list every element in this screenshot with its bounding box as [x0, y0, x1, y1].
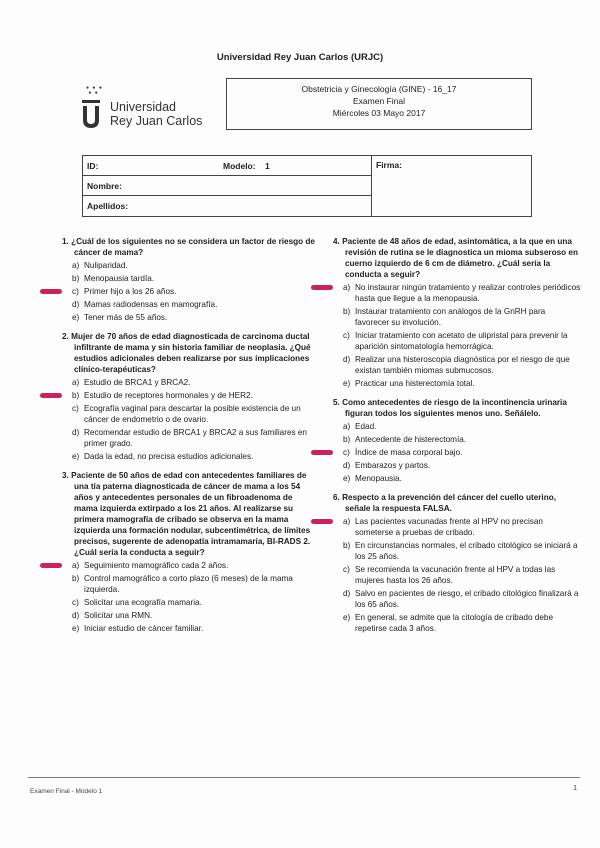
answer-option — [333, 473, 581, 484]
question — [333, 397, 581, 484]
option-letter: e) — [72, 624, 80, 633]
option-text: Instaurar tratamiento con análogos de la GnRH para favorecer su involución. — [355, 307, 546, 327]
question-stem — [62, 470, 317, 558]
option-text: Embarazos y partos. — [355, 461, 431, 470]
answer-option — [333, 460, 581, 471]
question — [62, 470, 317, 634]
option-letter: a) — [343, 422, 351, 431]
question-number: 1. — [62, 237, 69, 246]
question-stem — [62, 331, 317, 375]
model-label: Modelo: 1 — [223, 161, 270, 171]
option-text: No instaurar ningún tratamiento y realizar controles periódicos hasta que llegue a la menopausia. — [355, 283, 581, 303]
option-letter: c) — [72, 404, 79, 413]
option-text: Control mamográfico a corto plazo (6 meses) de la mama izquierda. — [84, 574, 293, 594]
question — [333, 492, 581, 634]
id-row — [83, 156, 371, 176]
option-text: Antecedente de histerectomía. — [355, 435, 467, 444]
option-letter: d) — [72, 300, 80, 309]
option-letter: c) — [343, 565, 350, 574]
option-text: Practicar una histerectomía total. — [355, 379, 475, 388]
option-letter: d) — [72, 611, 80, 620]
footer-divider — [28, 777, 580, 778]
logo-line2: Rey Juan Carlos — [110, 114, 203, 128]
option-text: Se recomienda la vacunación frente al HPV a todas las mujeres hasta los 26 años. — [355, 565, 556, 585]
option-text: Dada la edad, no precisa estudios adicionales. — [84, 452, 254, 461]
answer-mark-icon — [40, 393, 62, 398]
option-letter: d) — [343, 461, 351, 470]
university-logo — [80, 86, 210, 136]
answer-option — [62, 597, 317, 608]
option-letter: b) — [72, 574, 80, 583]
option-letter: a) — [72, 378, 80, 387]
option-text: Solicitar una RMN. — [84, 611, 153, 620]
logo-text — [110, 100, 202, 128]
question-stem — [333, 492, 581, 514]
option-letter: d) — [72, 428, 80, 437]
question-stem — [333, 236, 581, 280]
option-letter: a) — [72, 261, 80, 270]
option-letter: c) — [72, 598, 79, 607]
answer-option — [62, 377, 317, 388]
option-text: En circunstancias normales, el cribado citológico se iniciará a los 25 años. — [355, 541, 578, 561]
answer-mark-icon — [311, 519, 333, 524]
answer-option — [62, 573, 317, 595]
option-letter: b) — [72, 391, 80, 400]
course-name: Obstetricia y Ginecología (GINE) - 16_17 — [301, 84, 457, 94]
answer-option — [62, 427, 317, 449]
option-letter: b) — [72, 274, 80, 283]
question — [62, 236, 317, 323]
firma-field: Firma: — [371, 156, 531, 216]
answer-option — [62, 403, 317, 425]
answer-option — [333, 306, 581, 328]
question-stem — [62, 236, 317, 258]
answer-option — [333, 421, 581, 432]
answer-mark-icon — [311, 285, 333, 290]
question-text: Paciente de 50 años de edad con antecedentes familiares de una tía paterna diagnosticada de cáncer de mama a los 54 años y antecedentes personales de un fibroadenoma de mama izquierda extirpado a los 21 años. Al realizarse su primera mamografía de cribado se observa en la mama izquierda una formación nodular, subcentimétrica, de límites precisos, sugerente de adenopatía intramamaria, BI-RADS 2. ¿Cuál sería la conducta a seguir? — [71, 471, 311, 557]
option-letter: b) — [343, 541, 351, 550]
answer-mark-icon — [40, 289, 62, 294]
question-text: Como antecedentes de riesgo de la incontinencia urinaria figuran todos los siguientes menos uno. Señálelo. — [342, 398, 567, 418]
student-id-box — [82, 155, 532, 217]
option-text: Iniciar estudio de cáncer familiar. — [84, 624, 204, 633]
option-text: Las pacientes vacunadas frente al HPV no precisan someterse a pruebas de cribado. — [355, 517, 543, 537]
option-letter: a) — [343, 283, 351, 292]
option-text: Índice de masa corporal bajo. — [355, 448, 463, 457]
answer-option — [62, 286, 317, 297]
exam-date: Miércoles 03 Mayo 2017 — [332, 108, 426, 118]
logo-u-icon — [80, 94, 102, 130]
answer-mark-icon — [40, 563, 62, 568]
option-letter: a) — [343, 517, 351, 526]
answer-option — [333, 330, 581, 352]
option-letter: e) — [343, 613, 351, 622]
answer-option — [62, 299, 317, 310]
option-text: Estudio de receptores hormonales y de HER2. — [84, 391, 253, 400]
option-text: Menopausia tardía. — [84, 274, 155, 283]
option-text: Estudio de BRCA1 y BRCA2. — [84, 378, 191, 387]
apellidos-row: Apellidos: — [87, 201, 129, 211]
option-letter: e) — [343, 379, 351, 388]
answer-option — [333, 588, 581, 610]
question — [333, 236, 581, 389]
id-label: ID: — [87, 161, 99, 171]
question-text: ¿Cuál de los siguientes no se considera un factor de riesgo de cáncer de mama? — [71, 237, 315, 257]
option-letter: c) — [72, 287, 79, 296]
option-text: Seguimiento mamográfico cada 2 años. — [84, 561, 229, 570]
option-letter: a) — [72, 561, 80, 570]
exam-header-box — [226, 78, 532, 130]
question-number: 5. — [333, 398, 340, 407]
answer-option — [62, 610, 317, 621]
questions-right-column — [333, 236, 581, 642]
option-text: Realizar una histeroscopia diagnóstica por el riesgo de que existan también miomas submucosos. — [355, 355, 570, 375]
option-letter: c) — [343, 448, 350, 457]
question-number: 3. — [62, 471, 69, 480]
question-number: 6. — [333, 493, 340, 502]
option-letter: b) — [343, 307, 351, 316]
answer-option — [333, 612, 581, 634]
option-text: Tener más de 55 años. — [84, 313, 168, 322]
question-number: 2. — [62, 332, 69, 341]
exam-name: Examen Final — [353, 96, 405, 106]
option-text: Recomendar estudio de BRCA1 y BRCA2 a sus familiares en primer grado. — [84, 428, 307, 448]
option-letter: d) — [343, 589, 351, 598]
option-letter: e) — [72, 313, 80, 322]
answer-option — [62, 312, 317, 323]
page-number: 1 — [573, 783, 578, 792]
answer-option — [62, 560, 317, 571]
question — [62, 331, 317, 462]
answer-option — [333, 516, 581, 538]
option-letter: c) — [343, 331, 350, 340]
option-text: Nuliparidad. — [84, 261, 128, 270]
option-text: Solicitar una ecografía mamaria. — [84, 598, 202, 607]
question-text: Respecto a la prevención del cáncer del cuello uterino, señale la respuesta FALSA. — [342, 493, 556, 513]
option-letter: d) — [343, 355, 351, 364]
logo-crown-dots: ● ● ● ● ● — [86, 85, 103, 96]
university-title: Universidad Rey Juan Carlos (URJC) — [216, 52, 384, 63]
question-text: Mujer de 70 años de edad diagnosticada de carcinoma ductal infiltrante de mama y sin historia familiar de neoplasia. ¿Qué estudios adicionales deben realizarse por sus implicaciones clínico-terapéuticas? — [71, 332, 311, 374]
option-text: Ecografía vaginal para descartar la posible existencia de un cáncer de endometrio o de ovario. — [84, 404, 301, 424]
answer-option — [62, 273, 317, 284]
question-number: 4. — [333, 237, 340, 246]
answer-option — [333, 282, 581, 304]
questions-left-column — [62, 236, 317, 642]
option-text: Mamas radiodensas en mamografía. — [84, 300, 218, 309]
answer-option — [333, 540, 581, 562]
answer-option — [333, 564, 581, 586]
option-text: En general, se admite que la citología de cribado debe repetirse cada 3 años. — [355, 613, 553, 633]
logo-line1: Universidad — [110, 100, 177, 114]
option-letter: b) — [343, 435, 351, 444]
option-letter: e) — [343, 474, 351, 483]
option-text: Salvo en pacientes de riesgo, el cribado citológico finalizará a los 65 años. — [355, 589, 579, 609]
option-letter: e) — [72, 452, 80, 461]
answer-option — [62, 390, 317, 401]
option-text: Menopausia. — [355, 474, 402, 483]
answer-option — [62, 260, 317, 271]
option-text: Iniciar tratamiento con acetato de ulipristal para prevenir la aparición sintomatología hemorrágica. — [355, 331, 568, 351]
nombre-row: Nombre: — [83, 176, 371, 196]
answer-option — [333, 447, 581, 458]
option-text: Primer hijo a los 26 años. — [84, 287, 177, 296]
question-text: Paciente de 48 años de edad, asintomática, a la que en una revisión de rutina se le diagnostica un mioma subseroso en cuerno izquierdo de 6 cm de diámetro. ¿Cuál sería la conducta a seguir? — [342, 237, 578, 279]
answer-option — [62, 623, 317, 634]
question-stem — [333, 397, 581, 419]
model-value: 1 — [265, 161, 270, 171]
footer-label: Examen Final - Modelo 1 — [30, 788, 103, 795]
answer-option — [333, 434, 581, 445]
option-text: Edad. — [355, 422, 377, 431]
answer-option — [62, 451, 317, 462]
answer-mark-icon — [311, 450, 333, 455]
answer-option — [333, 378, 581, 389]
answer-option — [333, 354, 581, 376]
